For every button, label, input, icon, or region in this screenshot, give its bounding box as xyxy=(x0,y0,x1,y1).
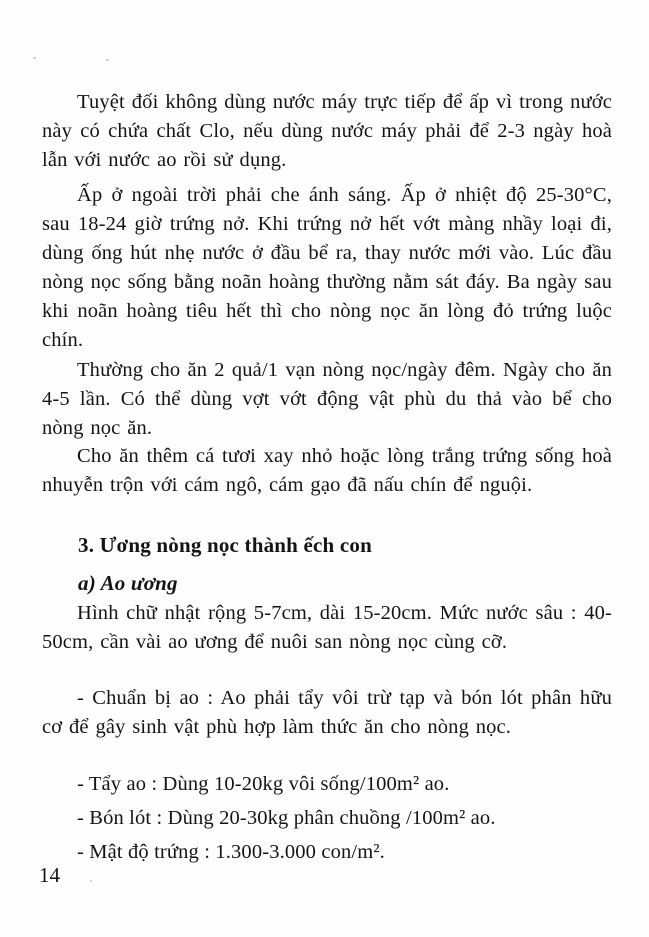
scan-speck xyxy=(106,59,109,61)
subsection-heading-a: a) Ao ương xyxy=(78,571,178,595)
paragraph-pond-dimensions: Hình chữ nhật rộng 5-7cm, dài 15-20cm. Mức nước sâu : 40-50cm, cần vài ao ương để nuôi san nòng nọc cùng cỡ. xyxy=(42,602,612,653)
scan-speck xyxy=(90,880,92,882)
paragraph-outdoor-hatching: Ấp ở ngoài trời phải che ánh sáng. Ấp ở nhiệt độ 25-30°C, sau 18-24 giờ trứng nở. Khi trứng nở hết vớt màng nhầy loại đi, dùng ống hút nhẹ nước ở đầu bể ra, thay nước mới vào. Lúc đầu nòng nọc sống bằng noãn hoàng thường nằm sát đáy. Ba ngày sau khi noãn hoàng tiêu hết thì cho nòng nọc ăn lòng đỏ trứng luộc chín. xyxy=(42,184,612,351)
page-number: 14 xyxy=(39,863,60,887)
paragraph-tap-water-warning: Tuyệt đối không dùng nước máy trực tiếp để ấp vì trong nước này có chứa chất Clo, nếu dùng nước máy phải để 2-3 ngày hoà lẫn với nước ao rồi sử dụng. xyxy=(42,91,612,171)
list-item-lime-treatment: - Tẩy ao : Dùng 10-20kg vôi sống/100m² ao. xyxy=(77,773,450,795)
list-item-base-fertilizer: - Bón lót : Dùng 20-30kg phân chuồng /100m² ao. xyxy=(77,807,496,829)
scan-speck xyxy=(33,57,36,59)
section-heading-3: 3. Ương nòng nọc thành ếch con xyxy=(78,533,372,557)
paragraph-feeding-schedule: Thường cho ăn 2 quả/1 vạn nòng nọc/ngày đêm. Ngày cho ăn 4-5 lần. Có thể dùng vợt vớt động vật phù du thả vào bể cho nòng nọc ăn. xyxy=(42,359,612,439)
list-item-egg-density: - Mật độ trứng : 1.300-3.000 con/m². xyxy=(77,841,385,863)
paragraph-pond-preparation: - Chuẩn bị ao : Ao phải tẩy vôi trừ tạp và bón lót phân hữu cơ để gây sinh vật phù hợp làm thức ăn cho nòng nọc. xyxy=(42,687,612,738)
paragraph-supplement-feed: Cho ăn thêm cá tươi xay nhỏ hoặc lòng trắng trứng sống hoà nhuyễn trộn với cám ngô, cám gạo đã nấu chín để nguội. xyxy=(42,445,612,496)
